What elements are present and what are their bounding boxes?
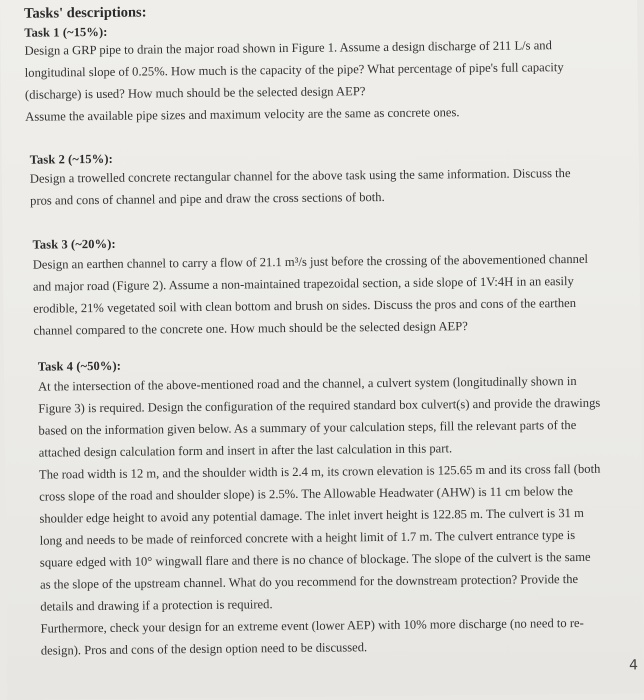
task-1-heading: Task 1 (~15%): — [24, 24, 108, 40]
task-3-paragraph: Design an earthen channel to carry a flow of 21.1 m³/s just before the crossing of the abovementioned channel and major road (Figure 2). Assume a non-maintained trapezoidal section, a side slope of 1V:4H in an easily erodible, 21% vegetated soil with clean bottom and brush on sides. Discuss the pros and cons of the earthen channel compared to the concrete one. How much should be the selected design AEP? — [32, 251, 589, 338]
task-1-paragraph: Assume the available pipe sizes and maximum velocity are the same as concrete ones. — [25, 105, 460, 124]
task-2-paragraph: Design a trowelled concrete rectangular channel for the above task using the same information. Discuss the pros and cons of channel and pipe and draw the cross sections of both. — [29, 166, 571, 208]
task-4-paragraph: At the intersection of the above-mentioned road and the channel, a culvert system (longitudinally shown in Figure 3) is required. Design the configuration of the required standard box culvert(s) and provide the drawings based on the information given below. As a summary of your calculation steps, fill the relevant parts of the attached design calculation form and insert in after the last calculation in this part. — [37, 373, 601, 460]
task-3-heading: Task 3 (~20%): — [32, 236, 116, 252]
task-1-body — [24, 34, 597, 128]
task-4-paragraph: Furthermore, check your design for an extreme event (lower AEP) with 10% more discharge (no need to re-design). Pros and cons of the design option need to be discussed. — [40, 615, 584, 658]
task-2-body — [30, 162, 590, 212]
task-1-paragraph: Design a GRP pipe to drain the major road shown in Figure 1. Assume a design discharge of 211 L/s and longitudinal slope of 0.25%. How much is the capacity of the pipe? What percentage of pipe's full capacity (discharge) is used? How much should be the selected design AEP? — [24, 38, 564, 102]
task-2-heading: Task 2 (~15%): — [29, 151, 113, 167]
corner-mark: 4 — [628, 657, 639, 674]
page-title: Tasks' descriptions: — [24, 4, 147, 22]
task-4-paragraph: The road width is 12 m, and the shoulder width is 2.4 m, its crown elevation is 125.65 m and its cross fall (both cross slope of the road and shoulder slope) is 2.5%. The Allowable Headwater (AHW) is 11 cm below the shoulder edge height to avoid any potential damage. The inlet invert height is 122.85 m. The culvert is 31 m long and needs to be made of reinforced concrete with a height limit of 1.7 m. The culvert entrance type is square edged with 10° wingwall flare and there is no chance of blockage. The slope of the culvert is the same as the slope of the upstream channel. What do you recommend for the downstream protection? Provide the details and drawing if a protection is required. — [38, 461, 601, 614]
task-4-heading: Task 4 (~50%): — [37, 358, 122, 374]
task-3-body — [33, 248, 596, 342]
task-4-body — [38, 370, 605, 662]
